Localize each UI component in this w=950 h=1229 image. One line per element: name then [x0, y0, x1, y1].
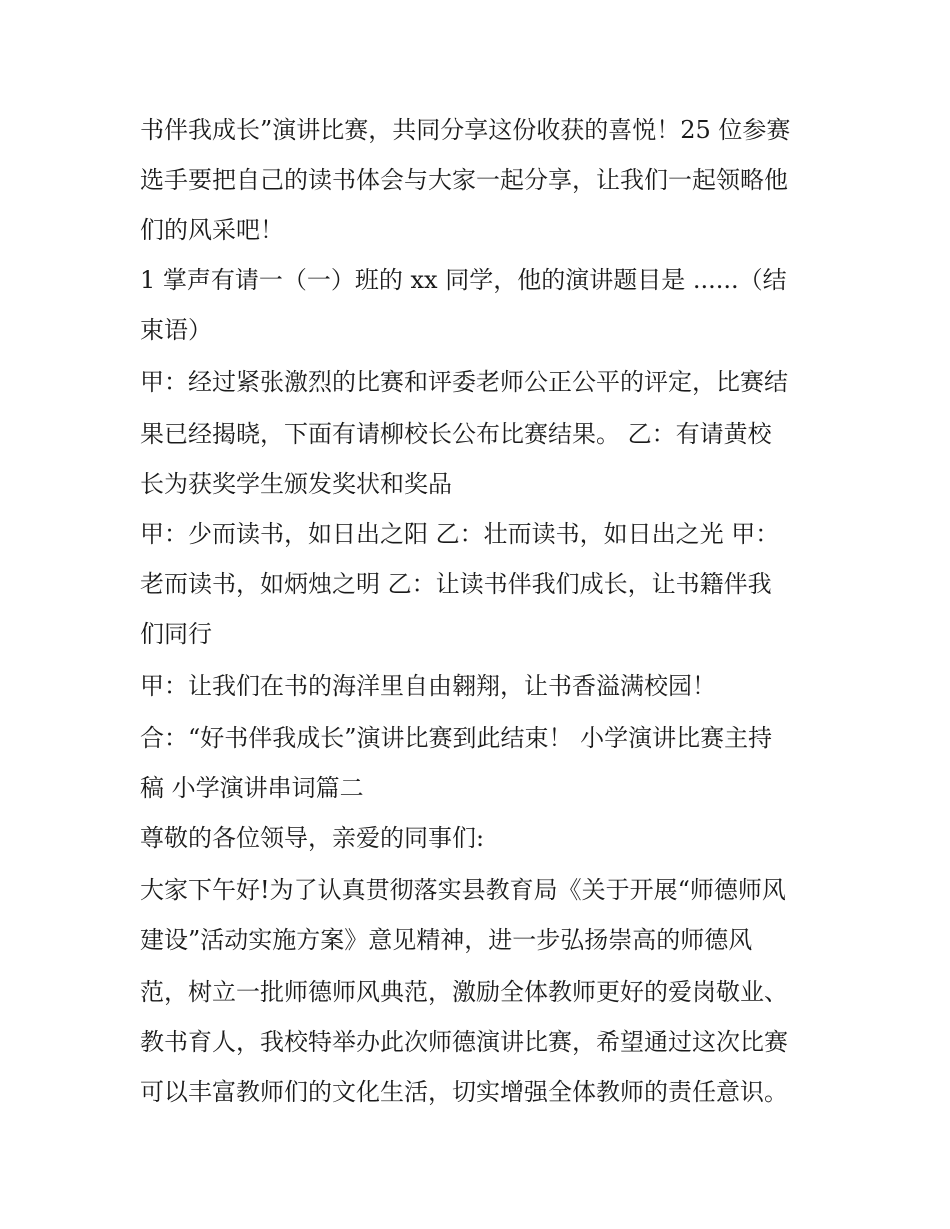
text-line: 可以丰富教师们的文化生活，切实增强全体教师的责任意识。: [140, 1078, 788, 1106]
text-line: 甲：经过紧张激烈的比赛和评委老师公正公平的评定，比赛结: [140, 368, 788, 396]
text-line: 束语）: [140, 316, 212, 344]
text-line: 们同行: [140, 620, 212, 648]
text-line: 选手要把自己的读书体会与大家一起分享，让我们一起领略他: [140, 166, 788, 194]
text-line: 教书育人，我校特举办此次师德演讲比赛，希望通过这次比赛: [140, 1028, 788, 1056]
text-line: 老而读书，如炳烛之明 乙：让读书伴我们成长，让书籍伴我: [140, 570, 772, 598]
text-line: 长为获奖学生颁发奖状和奖品: [140, 470, 452, 498]
text-line: 合：“好书伴我成长”演讲比赛到此结束！ 小学演讲比赛主持: [140, 724, 773, 752]
text-line: 尊敬的各位领导，亲爱的同事们:: [140, 824, 485, 852]
text-line: 书伴我成长”演讲比赛，共同分享这份收获的喜悦！25 位参赛: [140, 116, 791, 144]
text-line: 稿 小学演讲串词篇二: [140, 774, 364, 802]
text-line: 1 掌声有请一（一）班的 xx 同学，他的演讲题目是 ......（结: [140, 266, 787, 294]
text-line: 建设”活动实施方案》意见精神，进一步弘扬崇高的师德风: [140, 926, 753, 954]
text-line: 们的风采吧！: [140, 216, 284, 244]
text-line: 果已经揭晓，下面有请柳校长公布比赛结果。 乙：有请黄校: [140, 420, 772, 448]
text-line: 甲：让我们在书的海洋里自由翱翔，让书香溢满校园！: [140, 672, 716, 700]
text-line: 范，树立一批师德师风典范，激励全体教师更好的爱岗敬业、: [140, 978, 788, 1006]
text-line: 大家下午好!为了认真贯彻落实县教育局《关于开展“师德师风: [140, 876, 786, 904]
text-line: 甲：少而读书，如日出之阳 乙：壮而读书，如日出之光 甲：: [140, 520, 780, 548]
